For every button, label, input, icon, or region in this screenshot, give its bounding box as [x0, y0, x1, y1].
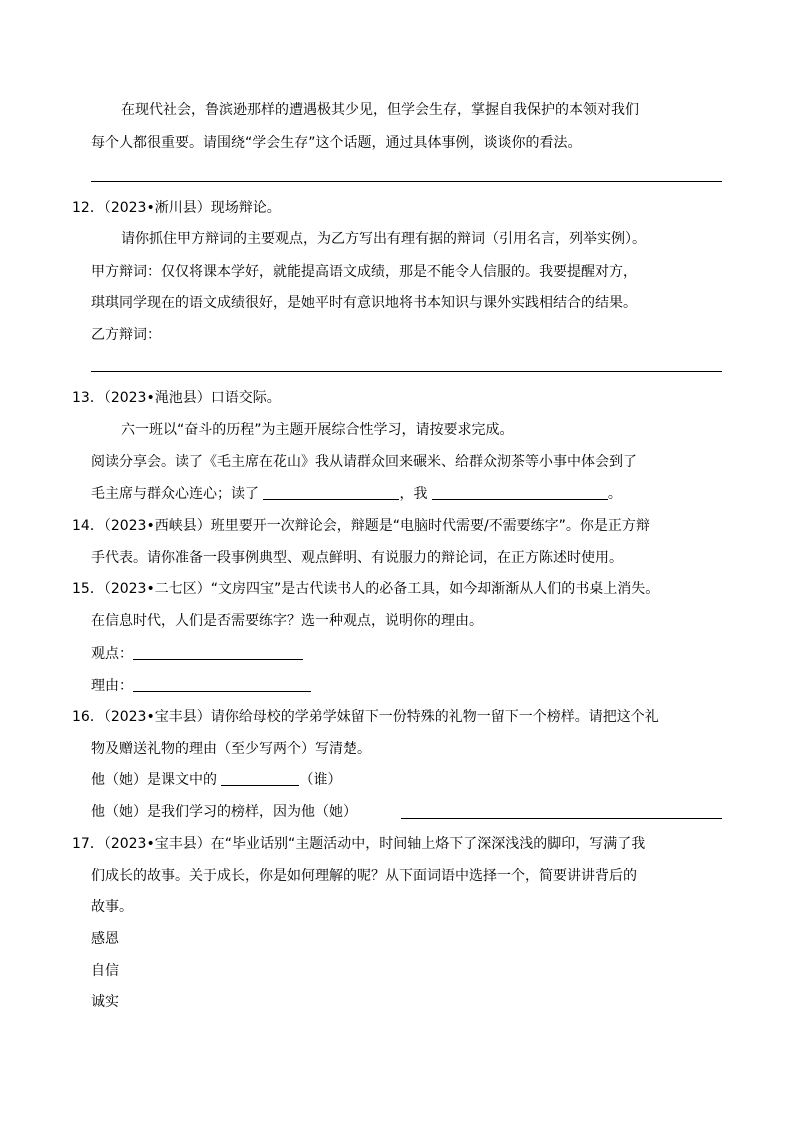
intro-line-1: 在现代社会，鲁滨逊那样的遭遇极其少见，但学会生存，掌握自我保护的本领对我们 [121, 102, 639, 118]
q13-line-3-text-c: 。 [607, 486, 622, 502]
q16-line-4 [91, 802, 357, 822]
q12-line-4: 乙方辩词： [91, 327, 161, 343]
q15-line-1: 15．（2023•二七区）“文房四宝”是古代读书人的必备工具，如今却渐渐从人们的书桌上消失。 [72, 581, 660, 597]
q13-line-1: 六一班以“奋斗的历程”为主题开展综合性学习，请按要求完成。 [121, 422, 514, 438]
q17-option-confidence: 自信 [91, 963, 119, 979]
q15-line-2: 在信息时代，人们是否需要练字？选一种观点，说明你的理由。 [91, 613, 483, 629]
q13-line-2: 阅读分享会。读了《毛主席在花山》我从请群众回来碾米、给群众沏茶等小事中体会到了 [91, 454, 637, 470]
answer-line-q12[interactable] [91, 371, 722, 372]
q14-line-2: 手代表。请你准备一段事例典型、观点鲜明、有说服力的辩论词，在正方陈述时使用。 [91, 550, 623, 566]
q17-line-2: 们成长的故事。关于成长，你是如何理解的呢？从下面词语中选择一个，简要讲讲背后的 [91, 868, 637, 884]
q13-header: 13．（2023•渑池县）口语交际。 [72, 390, 281, 406]
q12-header: 12．（2023•淅川县）现场辩论。 [72, 200, 281, 216]
q16-reason-blank[interactable] [401, 818, 722, 819]
answer-line-intro[interactable] [91, 181, 722, 182]
q17-line-3: 故事。 [91, 899, 133, 915]
q13-line-3-text-b: ，我 [399, 486, 428, 502]
q15-view-blank[interactable] [133, 645, 303, 660]
q12-line-2: 甲方辩词：仅仅将课本学好，就能提高语文成绩，那是不能令人信服的。我要提醒对方， [91, 264, 637, 280]
q16-who-blank[interactable] [221, 771, 299, 786]
q12-line-1: 请你抓住甲方辩词的主要观点，为乙方写出有理有据的辩词（引用名言，列举实例）。 [121, 231, 646, 247]
q15-reason-label: 理由： [91, 678, 133, 694]
q13-blank-1[interactable] [263, 485, 399, 500]
q15-view-label: 观点： [91, 646, 133, 662]
q13-blank-2[interactable] [432, 485, 608, 500]
q16-line-2: 物及赠送礼物的理由（至少写两个）写清楚。 [91, 741, 371, 757]
q16-line-3-text-b: （谁） [299, 772, 342, 788]
q17-option-gratitude: 感恩 [91, 931, 119, 947]
q17-option-honesty: 诚实 [91, 994, 119, 1010]
q15-reason-blank[interactable] [133, 677, 311, 692]
q12-line-3: 琪琪同学现在的语文成绩很好，是她平时有意识地将书本知识与课外实践相结合的结果。 [91, 295, 637, 311]
q16-line-3-text-a: 他（她）是课文中的 [91, 772, 217, 788]
q17-line-1: 17．（2023•宝丰县）在“毕业话别“主题活动中，时间轴上烙下了深深浅浅的脚印，写满了我 [72, 836, 646, 852]
q16-line-4-text: 他（她）是我们学习的榜样，因为他（她） [91, 804, 357, 820]
q16-line-1: 16．（2023•宝丰县）请你给母校的学弟学妹留下一份特殊的礼物一留下一个榜样。请把这个礼 [72, 709, 659, 725]
q15-view-row [91, 644, 303, 664]
q14-line-1: 14．（2023•西峡县）班里要开一次辩论会，辩题是“电脑时代需要/不需要练字”。你是正方辩 [72, 518, 650, 534]
q13-line-3-text-a: 毛主席与群众心连心；读了 [91, 486, 259, 502]
q16-line-3 [91, 770, 341, 790]
q15-reason-row [91, 676, 311, 696]
intro-line-2: 每个人都很重要。请围绕“学会生存”这个话题，通过具体事例，谈谈你的看法。 [91, 135, 582, 151]
q13-line-3 [91, 484, 622, 504]
